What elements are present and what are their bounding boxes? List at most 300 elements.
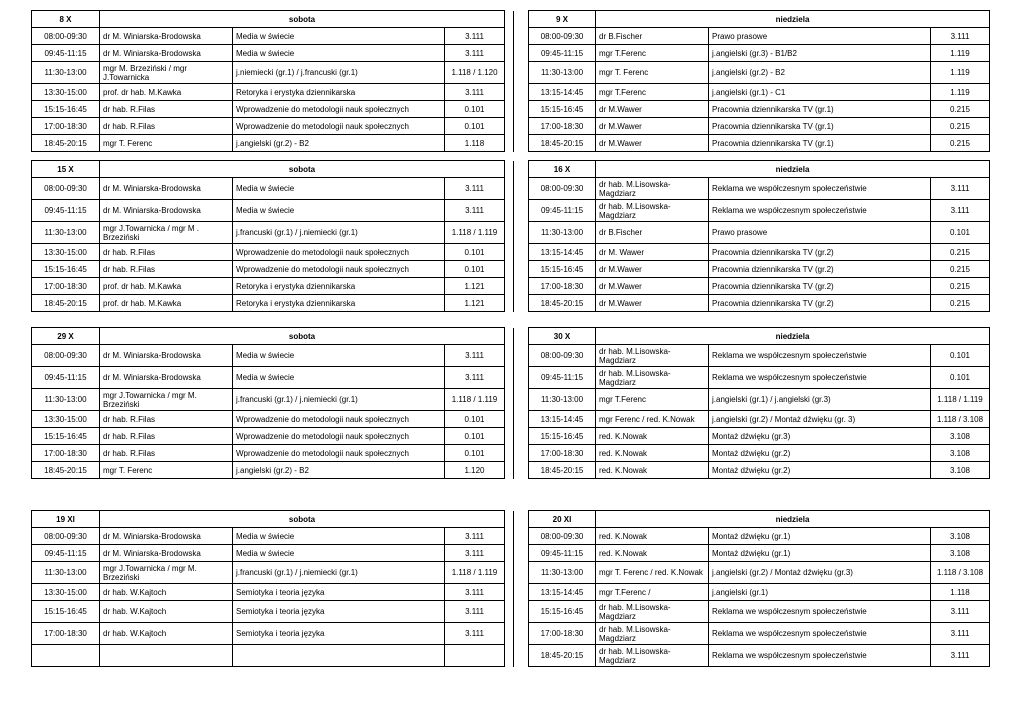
schedule-table-9-x <box>528 10 990 152</box>
teacher-cell: dr hab. W.Kajtoch <box>100 623 233 645</box>
day-header: niedziela <box>596 511 990 528</box>
room-cell: 0.101 <box>445 428 505 445</box>
course-cell: j.angielski (gr.1) - C1 <box>709 84 931 101</box>
table-row <box>529 244 990 261</box>
table-row <box>529 584 990 601</box>
teacher-cell: dr M.Wawer <box>596 118 709 135</box>
teacher-cell: mgr T. Ferenc <box>100 462 233 479</box>
room-cell: 0.215 <box>931 101 990 118</box>
time-cell: 09:45-11:15 <box>32 45 100 62</box>
day-header: sobota <box>100 328 505 345</box>
spacer-cell <box>505 118 514 135</box>
table-row <box>32 584 514 601</box>
time-cell: 11:30-13:00 <box>32 562 100 584</box>
course-cell: Montaż dźwięku (gr.2) <box>709 445 931 462</box>
course-cell: Semiotyka i teoria języka <box>233 601 445 623</box>
time-cell: 09:45-11:15 <box>529 45 596 62</box>
course-cell: Wprowadzenie do metodologii nauk społecznych <box>233 261 445 278</box>
time-cell: 18:45-20:15 <box>529 462 596 479</box>
teacher-cell: mgr Ferenc / red. K.Nowak <box>596 411 709 428</box>
room-cell: 0.215 <box>931 135 990 152</box>
schedule-table-30-x <box>528 327 990 479</box>
table-row <box>32 411 514 428</box>
time-cell: 17:00-18:30 <box>529 623 596 645</box>
spacer-cell <box>505 328 514 345</box>
course-cell: Semiotyka i teoria języka <box>233 584 445 601</box>
schedule-table-15-x <box>31 160 514 312</box>
time-cell <box>32 645 100 667</box>
table-row <box>529 428 990 445</box>
time-cell: 15:15-16:45 <box>529 261 596 278</box>
time-cell: 17:00-18:30 <box>529 118 596 135</box>
time-cell: 08:00-09:30 <box>529 528 596 545</box>
schedule-table-29-x <box>31 327 514 479</box>
course-cell: j.angielski (gr.2) - B2 <box>709 62 931 84</box>
room-cell: 0.101 <box>445 445 505 462</box>
room-cell: 3.108 <box>931 445 990 462</box>
table-row <box>529 118 990 135</box>
course-cell: Media w świecie <box>233 28 445 45</box>
teacher-cell <box>100 645 233 667</box>
time-cell: 11:30-13:00 <box>529 389 596 411</box>
time-cell: 13:15-14:45 <box>529 244 596 261</box>
room-cell: 3.111 <box>445 367 505 389</box>
spacer-cell <box>505 445 514 462</box>
time-cell: 17:00-18:30 <box>529 445 596 462</box>
spacer-cell <box>505 244 514 261</box>
time-cell: 18:45-20:15 <box>529 295 596 312</box>
room-cell: 3.111 <box>445 623 505 645</box>
table-row <box>32 623 514 645</box>
teacher-cell: dr hab. M.Lisowska-Magdziarz <box>596 345 709 367</box>
room-cell: 0.215 <box>931 244 990 261</box>
room-cell: 1.121 <box>445 295 505 312</box>
teacher-cell: prof. dr hab. M.Kawka <box>100 278 233 295</box>
time-cell: 08:00-09:30 <box>529 28 596 45</box>
time-cell: 08:00-09:30 <box>32 345 100 367</box>
room-cell: 3.111 <box>445 84 505 101</box>
table-row <box>529 528 990 545</box>
teacher-cell: mgr T. Ferenc <box>100 135 233 152</box>
spacer-cell <box>505 84 514 101</box>
spacer-cell <box>505 135 514 152</box>
spacer-cell <box>505 389 514 411</box>
course-cell: Reklama we współczesnym społeczeństwie <box>709 178 931 200</box>
table-row <box>529 345 990 367</box>
table-row <box>529 28 990 45</box>
teacher-cell: prof. dr hab. M.Kawka <box>100 84 233 101</box>
spacer-cell <box>505 511 514 528</box>
spacer-cell <box>505 11 514 28</box>
room-cell: 3.111 <box>445 345 505 367</box>
teacher-cell: dr hab. R.Filas <box>100 428 233 445</box>
time-cell: 09:45-11:15 <box>32 200 100 222</box>
time-cell: 18:45-20:15 <box>529 645 596 667</box>
time-cell: 17:00-18:30 <box>32 623 100 645</box>
room-cell: 3.111 <box>445 178 505 200</box>
table-row <box>32 601 514 623</box>
course-cell: j.angielski (gr.3) - B1/B2 <box>709 45 931 62</box>
time-cell: 08:00-09:30 <box>32 528 100 545</box>
table-row <box>529 601 990 623</box>
spacer-cell <box>505 601 514 623</box>
course-cell: Wprowadzenie do metodologii nauk społecznych <box>233 428 445 445</box>
teacher-cell: dr hab. M.Lisowska-Magdziarz <box>596 367 709 389</box>
time-cell: 13:30-15:00 <box>32 244 100 261</box>
room-cell: 3.111 <box>931 601 990 623</box>
room-cell: 3.111 <box>931 645 990 667</box>
room-cell: 3.108 <box>931 428 990 445</box>
date-header: 16 X <box>529 161 596 178</box>
spacer-cell <box>505 528 514 545</box>
room-cell: 3.108 <box>931 462 990 479</box>
room-cell: 1.118 / 1.119 <box>931 389 990 411</box>
table-row <box>32 645 514 667</box>
spacer-cell <box>505 200 514 222</box>
spacer-cell <box>505 462 514 479</box>
teacher-cell: mgr J.Towarnicka / mgr M . Brzeziński <box>100 222 233 244</box>
time-cell: 15:15-16:45 <box>529 601 596 623</box>
table-row <box>32 135 514 152</box>
course-cell: Reklama we współczesnym społeczeństwie <box>709 367 931 389</box>
course-cell: Media w świecie <box>233 367 445 389</box>
teacher-cell: dr hab. M.Lisowska-Magdziarz <box>596 623 709 645</box>
time-cell: 15:15-16:45 <box>32 601 100 623</box>
spacer-cell <box>505 411 514 428</box>
time-cell: 09:45-11:15 <box>32 545 100 562</box>
room-cell <box>445 645 505 667</box>
course-cell: Media w świecie <box>233 528 445 545</box>
teacher-cell: red. K.Nowak <box>596 462 709 479</box>
teacher-cell: dr B.Fischer <box>596 28 709 45</box>
room-cell: 0.101 <box>445 244 505 261</box>
teacher-cell: dr hab. R.Filas <box>100 411 233 428</box>
room-cell: 1.118 <box>931 584 990 601</box>
course-cell: j.angielski (gr.2) - B2 <box>233 462 445 479</box>
time-cell: 11:30-13:00 <box>529 562 596 584</box>
course-cell: Montaż dźwięku (gr.1) <box>709 545 931 562</box>
table-row <box>529 84 990 101</box>
table-row <box>529 135 990 152</box>
time-cell: 08:00-09:30 <box>32 28 100 45</box>
teacher-cell: mgr J.Towarnicka / mgr M. Brzeziński <box>100 389 233 411</box>
table-row <box>32 445 514 462</box>
table-row <box>529 295 990 312</box>
spacer-cell <box>505 645 514 667</box>
day-header: niedziela <box>596 161 990 178</box>
time-cell: 11:30-13:00 <box>529 222 596 244</box>
room-cell: 0.101 <box>931 367 990 389</box>
table-row <box>529 278 990 295</box>
spacer-cell <box>505 295 514 312</box>
time-cell: 15:15-16:45 <box>32 261 100 278</box>
course-cell: Media w świecie <box>233 178 445 200</box>
table-row <box>529 62 990 84</box>
course-cell: Pracownia dziennikarska TV (gr.1) <box>709 135 931 152</box>
table-row <box>32 222 514 244</box>
time-cell: 15:15-16:45 <box>529 101 596 118</box>
room-cell: 1.118 / 3.108 <box>931 562 990 584</box>
table-row <box>32 84 514 101</box>
table-row <box>32 101 514 118</box>
teacher-cell: dr M.Wawer <box>596 261 709 278</box>
course-cell: Prawo prasowe <box>709 222 931 244</box>
date-header: 15 X <box>32 161 100 178</box>
table-row <box>529 178 990 200</box>
room-cell: 0.101 <box>445 118 505 135</box>
teacher-cell: dr M.Wawer <box>596 278 709 295</box>
table-row <box>32 278 514 295</box>
time-cell: 17:00-18:30 <box>32 118 100 135</box>
table-row <box>529 645 990 667</box>
schedule-table-16-x <box>528 160 990 312</box>
spacer-cell <box>505 278 514 295</box>
day-header: niedziela <box>596 328 990 345</box>
course-cell: Media w świecie <box>233 45 445 62</box>
course-cell: j.angielski (gr.2) - B2 <box>233 135 445 152</box>
teacher-cell: dr hab. M.Lisowska-Magdziarz <box>596 601 709 623</box>
course-cell: Wprowadzenie do metodologii nauk społecznych <box>233 411 445 428</box>
course-cell: Pracownia dziennikarska TV (gr.2) <box>709 295 931 312</box>
course-cell: Media w świecie <box>233 345 445 367</box>
teacher-cell: dr M.Wawer <box>596 295 709 312</box>
teacher-cell: dr M. Winiarska-Brodowska <box>100 28 233 45</box>
teacher-cell: red. K.Nowak <box>596 445 709 462</box>
spacer-cell <box>505 428 514 445</box>
date-header: 30 X <box>529 328 596 345</box>
table-row <box>529 623 990 645</box>
course-cell: j.francuski (gr.1) / j.niemiecki (gr.1) <box>233 562 445 584</box>
table-row <box>529 261 990 278</box>
course-cell: Wprowadzenie do metodologii nauk społecznych <box>233 244 445 261</box>
room-cell: 3.111 <box>445 545 505 562</box>
time-cell: 17:00-18:30 <box>32 278 100 295</box>
spacer-cell <box>505 178 514 200</box>
course-cell: Reklama we współczesnym społeczeństwie <box>709 345 931 367</box>
table-row <box>32 528 514 545</box>
date-header: 19 XI <box>32 511 100 528</box>
teacher-cell: dr M. Winiarska-Brodowska <box>100 345 233 367</box>
table-row <box>529 101 990 118</box>
time-cell: 13:30-15:00 <box>32 84 100 101</box>
room-cell: 0.215 <box>931 118 990 135</box>
teacher-cell: dr M.Wawer <box>596 135 709 152</box>
teacher-cell: mgr T.Ferenc <box>596 389 709 411</box>
time-cell: 08:00-09:30 <box>32 178 100 200</box>
room-cell: 0.215 <box>931 295 990 312</box>
course-cell: Wprowadzenie do metodologii nauk społecznych <box>233 445 445 462</box>
table-row <box>32 244 514 261</box>
teacher-cell: dr M.Wawer <box>596 101 709 118</box>
room-cell: 3.108 <box>931 545 990 562</box>
time-cell: 13:15-14:45 <box>529 584 596 601</box>
table-row <box>529 411 990 428</box>
time-cell: 09:45-11:15 <box>32 367 100 389</box>
course-cell: Pracownia dziennikarska TV (gr.1) <box>709 118 931 135</box>
schedule-table-19-xi <box>31 510 514 667</box>
teacher-cell: mgr T.Ferenc <box>596 45 709 62</box>
course-cell: Montaż dźwięku (gr.2) <box>709 462 931 479</box>
table-row <box>32 562 514 584</box>
course-cell: Montaż dźwięku (gr.3) <box>709 428 931 445</box>
teacher-cell: dr B.Fischer <box>596 222 709 244</box>
spacer-cell <box>505 222 514 244</box>
teacher-cell: mgr T.Ferenc <box>596 84 709 101</box>
room-cell: 1.118 / 1.119 <box>445 562 505 584</box>
time-cell: 13:30-15:00 <box>32 584 100 601</box>
table-row <box>32 367 514 389</box>
spacer-cell <box>505 345 514 367</box>
time-cell: 11:30-13:00 <box>32 222 100 244</box>
teacher-cell: mgr J.Towarnicka / mgr M. Brzeziński <box>100 562 233 584</box>
table-row <box>529 367 990 389</box>
spacer-cell <box>505 562 514 584</box>
time-cell: 17:00-18:30 <box>32 445 100 462</box>
spacer-cell <box>505 261 514 278</box>
spacer-cell <box>505 28 514 45</box>
spacer-cell <box>505 62 514 84</box>
course-cell: Retoryka i erystyka dziennikarska <box>233 84 445 101</box>
course-cell: Pracownia dziennikarska TV (gr.2) <box>709 261 931 278</box>
teacher-cell: red. K.Nowak <box>596 428 709 445</box>
time-cell: 18:45-20:15 <box>32 462 100 479</box>
teacher-cell: mgr M. Brzeziński / mgr J.Towarnicka <box>100 62 233 84</box>
room-cell: 3.111 <box>445 528 505 545</box>
table-row <box>32 295 514 312</box>
course-cell: Wprowadzenie do metodologii nauk społecznych <box>233 101 445 118</box>
room-cell: 0.101 <box>931 345 990 367</box>
day-header: sobota <box>100 161 505 178</box>
table-row <box>529 545 990 562</box>
room-cell: 1.119 <box>931 84 990 101</box>
table-row <box>32 200 514 222</box>
teacher-cell: dr hab. R.Filas <box>100 101 233 118</box>
room-cell: 1.118 <box>445 135 505 152</box>
course-cell: Media w świecie <box>233 200 445 222</box>
room-cell: 3.111 <box>445 200 505 222</box>
spacer-cell <box>505 45 514 62</box>
time-cell: 09:45-11:15 <box>529 200 596 222</box>
schedule-table-8-x <box>31 10 514 152</box>
time-cell: 13:15-14:45 <box>529 411 596 428</box>
time-cell: 13:15-14:45 <box>529 84 596 101</box>
course-cell: Reklama we współczesnym społeczeństwie <box>709 645 931 667</box>
teacher-cell: dr hab. M.Lisowska-Magdziarz <box>596 200 709 222</box>
time-cell: 15:15-16:45 <box>32 101 100 118</box>
course-cell: j.angielski (gr.1) <box>709 584 931 601</box>
schedule-table-20-xi <box>528 510 990 667</box>
teacher-cell: dr hab. R.Filas <box>100 261 233 278</box>
spacer-cell <box>505 623 514 645</box>
spacer-cell <box>505 545 514 562</box>
table-row <box>529 462 990 479</box>
teacher-cell: dr hab. M.Lisowska-Magdziarz <box>596 178 709 200</box>
table-row <box>529 45 990 62</box>
teacher-cell: dr M. Wawer <box>596 244 709 261</box>
teacher-cell: dr M. Winiarska-Brodowska <box>100 528 233 545</box>
date-header: 20 XI <box>529 511 596 528</box>
spacer-cell <box>505 584 514 601</box>
table-row <box>529 445 990 462</box>
course-cell: j.francuski (gr.1) / j.niemiecki (gr.1) <box>233 222 445 244</box>
room-cell: 1.118 / 1.119 <box>445 222 505 244</box>
room-cell: 1.120 <box>445 462 505 479</box>
room-cell: 3.108 <box>931 528 990 545</box>
course-cell: Prawo prasowe <box>709 28 931 45</box>
table-row <box>529 562 990 584</box>
time-cell: 08:00-09:30 <box>529 345 596 367</box>
course-cell: j.angielski (gr.1) / j.angielski (gr.3) <box>709 389 931 411</box>
course-cell: Montaż dźwięku (gr.1) <box>709 528 931 545</box>
course-cell: Retoryka i erystyka dziennikarska <box>233 295 445 312</box>
time-cell: 11:30-13:00 <box>32 389 100 411</box>
course-cell: Pracownia dziennikarska TV (gr.1) <box>709 101 931 118</box>
time-cell: 09:45-11:15 <box>529 545 596 562</box>
course-cell: Pracownia dziennikarska TV (gr.2) <box>709 278 931 295</box>
table-row <box>32 345 514 367</box>
course-cell: Retoryka i erystyka dziennikarska <box>233 278 445 295</box>
room-cell: 1.118 / 1.119 <box>445 389 505 411</box>
room-cell: 0.101 <box>445 261 505 278</box>
table-row <box>32 28 514 45</box>
table-row <box>529 389 990 411</box>
room-cell: 3.111 <box>931 623 990 645</box>
time-cell: 17:00-18:30 <box>529 278 596 295</box>
room-cell: 0.101 <box>445 101 505 118</box>
room-cell: 3.111 <box>445 601 505 623</box>
time-cell: 15:15-16:45 <box>529 428 596 445</box>
room-cell: 0.215 <box>931 278 990 295</box>
teacher-cell: mgr T. Ferenc <box>596 62 709 84</box>
course-cell: j.angielski (gr.2) / Montaż dźwięku (gr.3) <box>709 562 931 584</box>
room-cell: 0.101 <box>931 222 990 244</box>
table-row <box>32 45 514 62</box>
date-header: 8 X <box>32 11 100 28</box>
course-cell: Media w świecie <box>233 545 445 562</box>
course-cell: j.angielski (gr.2) / Montaż dźwięku (gr. 3) <box>709 411 931 428</box>
room-cell: 1.118 / 1.120 <box>445 62 505 84</box>
course-cell: Pracownia dziennikarska TV (gr.2) <box>709 244 931 261</box>
room-cell: 0.215 <box>931 261 990 278</box>
date-header: 29 X <box>32 328 100 345</box>
teacher-cell: mgr T.Ferenc / <box>596 584 709 601</box>
course-cell: j.francuski (gr.1) / j.niemiecki (gr.1) <box>233 389 445 411</box>
course-cell: Wprowadzenie do metodologii nauk społecznych <box>233 118 445 135</box>
time-cell: 15:15-16:45 <box>32 428 100 445</box>
teacher-cell: red. K.Nowak <box>596 528 709 545</box>
table-row <box>32 62 514 84</box>
table-row <box>32 389 514 411</box>
day-header: niedziela <box>596 11 990 28</box>
time-cell: 18:45-20:15 <box>529 135 596 152</box>
teacher-cell: dr M. Winiarska-Brodowska <box>100 367 233 389</box>
time-cell: 09:45-11:15 <box>529 367 596 389</box>
room-cell: 1.119 <box>931 62 990 84</box>
teacher-cell: dr hab. W.Kajtoch <box>100 584 233 601</box>
table-row <box>32 261 514 278</box>
course-cell: j.niemiecki (gr.1) / j.francuski (gr.1) <box>233 62 445 84</box>
teacher-cell: dr M. Winiarska-Brodowska <box>100 45 233 62</box>
table-row <box>32 428 514 445</box>
time-cell: 18:45-20:15 <box>32 135 100 152</box>
teacher-cell: dr hab. M.Lisowska-Magdziarz <box>596 645 709 667</box>
table-row <box>529 222 990 244</box>
room-cell: 0.101 <box>445 411 505 428</box>
teacher-cell: dr hab. R.Filas <box>100 244 233 261</box>
room-cell: 1.119 <box>931 45 990 62</box>
teacher-cell: dr M. Winiarska-Brodowska <box>100 200 233 222</box>
course-cell: Reklama we współczesnym społeczeństwie <box>709 623 931 645</box>
